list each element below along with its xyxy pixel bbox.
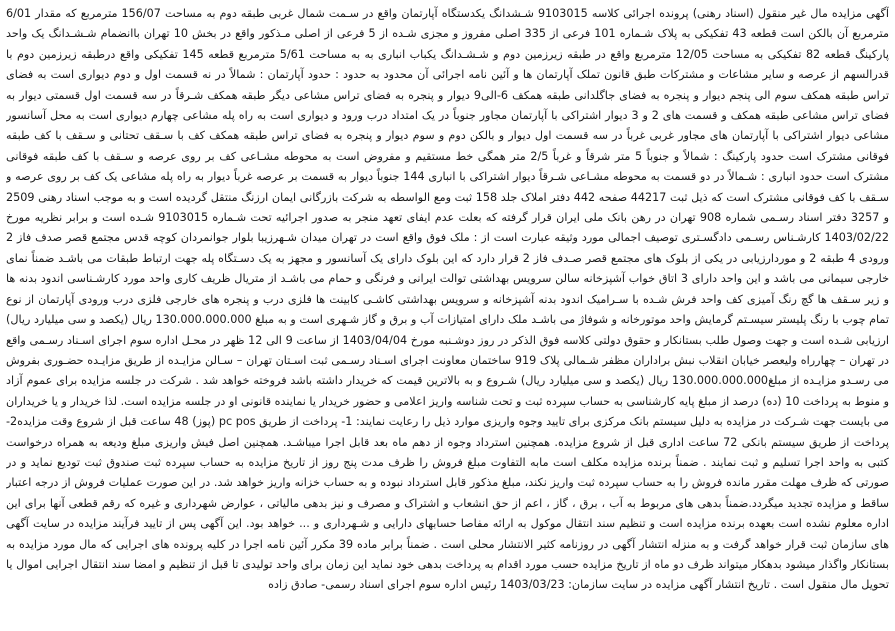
notice-body-text: آگهی مزایده مال غیر منقول (اسناد رهنی) پرونده اجرائی کلاسه 9103015 شـشدانگ یکدستگاه آپارتمان واقع در سـمت شمال غربی طبقه دوم به مساحت 156/07 مترمربع که مقدار 6/01 مترمربع آن بالکن است قطعه 43 تفکیکی به پلاک شـماره 101 فرعی از 335 اصلی مفروز و مجزی شـده از 5 فرعی از اصلی مـذکور واقع در بخش 10 تهران باانضمام شـشـدانگ یک واحد پارکینگ قطعه 82 تفکیکی به مساحت 12/05 مترمربع واقع در طبقه زیرزمین دوم و شـشـدانگ یکباب انباری به به مساحت 5/61 مترمربع قطعه 145 تفکیکی واقع درطبقه زیرزمین دوم با قدرالسهم از عرصه و سایر مشاعات و مشترکات طبق قانون تملک آپارتمان ها و آئین نامه اجرائی آن محدود به حدود : حدود آپارتمان : شمالاً در نه قسمت اول و دوم دیواری است به فضای تراس طبقه همکف سوم الی پنجم دیوار و پنجره به فضای جاگلدانی طبقه همکف 6-الی9 دیوار و پنجره به فضای تراس مشاعی دیگر طبقه همکف شـرقاً در سه قسمت اول قسمتی دیوار به فضای تراس مشاعی طبقه همکف و قسمت های 2 و 3 دیوار اشتراکی با آپارتمان مجاور جنوباً در یک امتداد درب ورود و دیواری است به راه پله مشاعی چهارم دیواری است به محل آسانسور مشاعی دیوار اشتراکی با آپارتمان های مجاور غربی غرباً در سه قسمت اول دیوار و بالکن دوم و سوم دیوار و پنجره به فضای تراس طبقه همکف کف با سـقف تحتانی و سـقف با کف طبقه فوقانی مشترک است حدود پارکینگ : شمالاً و جنوباً 5 متر شرقاً و غرباً 2/5 متر همگی خط مستقیم و مفروض است به محوطه مشـاعی کف بر روی عرصه و سـقف با کف طبقه فوقانی مشترک است حدود انباری : شـمالاً در دو قسمت به محوطه مشـاعی شـرقاً دیوار اشتراکی با انباری 144 جنوباً دیوار به قسمت بر عرصه غرباً دیوار به راه پله مشاعی یک کف بر روی عرصه و سـقف با کف فوقانی مشترک است که ذیل ثبت 44217 صفحه 442 دفتر املاک جلد 158 ثبت ومع الواسطه به شرکت بازرگانی ایمان ارزنگ منتقل گردیده است و به موجب اسناد رهنی 2509 و 3257 دفتر اسناد رسـمی شماره 908 تهران در رهن بانک ملی ایران قرار گرفته که بعلت عدم ایفای تعهد منجر به صدور اجرائیه تحت شـماره 9103015 شـده است و برابر نظریه مورخ 1403/02/22 کارشـناس رسـمی دادگسـتری توصیف اجمالی مورد وثیقه عبارت است از : ملک فوق واقع است در تهران میدان شـهرزیبا بلوار جوانمردان کوچه قدس مجتمع قصر صدف فاز 2 ورودی 4 طبقه 2 و موردارزیابی در یکی از بلوک های مجتمع قصر صـدف فاز 2 قرار دارد که این بلوک دارای یک آسانسور و مجهز به یک دسـتگاه پله جهت ارتباط طبقات می باشـد ضمناً نمای خارجی سیمانی می باشد و این واحد دارای 3 اتاق خواب آشپزخانه سالن سرویس بهداشتی توالت ایرانی و فرنگی و حمام می باشـد از متریال ظریف کاری واحد مورد کارشـناسی اندود بدنه ها و زیر سـقف ها گچ رنگ آمیزی کف واحد فرش شـده با سـرامیک اندود بدنه آشپزخانه و سرویس بهداشتی کاشـی کابینت ها فلزی درب و پنجره های خارجی فلزی درب ورودی آپارتمان از نوع تمام چوب با رنگ پلیستر سیسـتم گرمایش واحد موتورخانه و شوفاژ می باشـد ملک دارای امتیازات آب و برق و گاز شـهری است و به مبلغ 130.000.000.000 ریال (یکصد و سی میلیارد ریال) ارزیابی شـده است و جهت وصول طلب بستانکار و حقوق دولتی کلاسه فوق الذکر در روز دوشـنبه مورخ 1403/04/04 از ساعت 9 الی 12 ظهر در محـل اداره سوم اجرای اسـناد رسـمی واقع در تهران – چهارراه ولیعصر خیابان انقلاب نبش براداران مظفر شـمالی پلاک 919 ساختمان معاونت اجرای اسـناد رسـمی ثبت اسـتان تهران – سـالن مزایـده از طریق مزایـده حضـوری بفروش می رسـدو مزایـده از مبلغ130.000.000.000 ریال (یکصد و سی میلیارد ریال) شـروع و به بالاترین قیمت که خریدار داشته باشد فروخته خواهد شد . شرکت در جلسه مزایده برای عموم آزاد و منوط به پرداخت 10 (ده) درصد از مبلغ پایه کارشناسی به حساب سپرده ثبت و تحت شناسه واریز اعلامی و حضور خریدار یا نماینده قانونی او در جلسه مزایده است. لذا خریدار و یا خریداران می بایست جهت شـرکت در مزایده به دلیل سیستم بانک مرکزی برای تایید وجوه واریزی موارد ذیل را رعایت نمایند: 1- پرداخت از طریق pc pos (پوز) 48 ساعت قبل از شروع وقت مزایده2- پرداخت از طریق سیستم بانکی 72 ساعت اداری قبل از شروع مزایده. همچنین استرداد وجوه از دهم ماه بعد قابل اجرا میباشـد. همچنین اصل فیش واریزی مبلغ ودیعه به همراه درخواست کتبی به واحد اجرا تسلیم و ثبت نمایند . ضمناً برنده مزایده مکلف است مابه التفاوت مبلغ فروش را ظرف مدت پنج روز از تاریخ مزایده به حساب سپرده ثبت صندوق ثبت تودیع نماید و در صورتی که ظرف مهلت مقرر مانده فروش را به حساب سپرده ثبت واریز نکند، مبلغ مذکور قابل استرداد نبوده و به حساب خزانه واریز خواهد شد. در این صورت عملیات فروش از درجه اعتبار ساقط و مزایده تجدید میگردد.ضمناً بدهی های مربوط به آب ، برق ، گاز ، اعم از حق انشعاب و اشتراک و مصرف و نیز بدهی مالیاتی ، عوارض شهرداری و غیره که رقم قطعی آنها برای این اداره معلوم نشده است بعهده برنده مزایده است و تنظیم سند انتقال موکول به ارائه مفاصا حسابهای دارایی و شـهرداری و ... خواهد بود. این آگهی پس از تایید فرآیند مزایده در سایت آگهی های سازمان ثبت قرار خواهد گرفت و به منزله انتشار آگهی در روزنامه کثیر الانتشار محلی است . ضمناً برابر ماده 39 مکرر آئین نامه اجرا در کلیه پرونده های اجرایی که مال مورد مزایده به بستانکار واگذار میشود بدهکار میتواند ظرف دو ماه از تاریخ مزایده حسب مورد اقدام به پرداخت بدهی خود نماید این زمان برای واحد تولیدی تا قبل از تنظیم و امضا سند انتقال اجرایی اموال یا تحویل مال منقول است . تاریخ انتشار آگهی مزایده در سایت سازمان: 1403/03/23 رئیس اداره سوم اجرای اسناد رسمی- صادق زاده xyxy=(6,7,889,592)
auction-notice xyxy=(6,4,889,627)
